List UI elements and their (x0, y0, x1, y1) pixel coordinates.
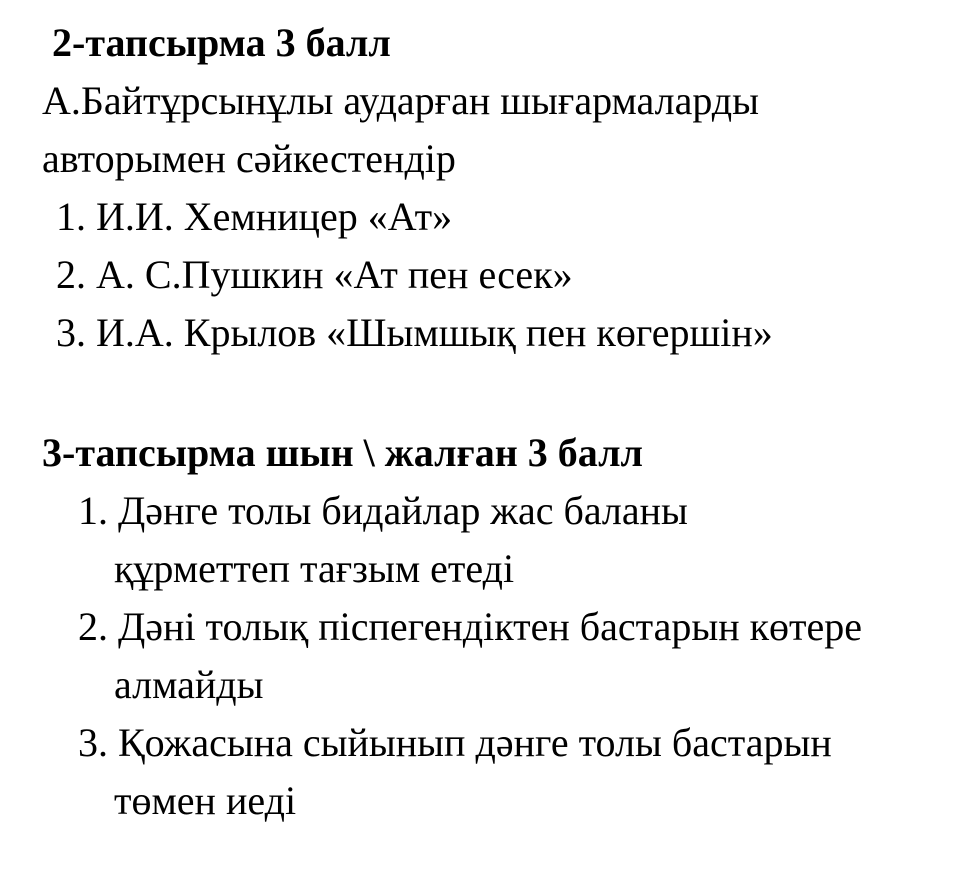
task2-intro-line-2: авторымен сәйкестендір (42, 136, 456, 181)
task3-item-3-line-1: 3. Қожасына сыйынып дәнге толы бастарын (78, 720, 832, 765)
task3-heading: 3-тапсырма шын \ жалған 3 балл (42, 430, 643, 475)
task2-intro-line-1: А.Байтұрсынұлы аударған шығармаларды (42, 78, 760, 123)
task2-item-1: 1. И.И. Хемницер «Ат» (56, 194, 453, 239)
task2-item-2: 2. А. С.Пушкин «Ат пен есек» (56, 252, 573, 297)
task3-item-3-line-2: төмен иеді (114, 778, 297, 823)
task3-item-1-line-1: 1. Дәнге толы бидайлар жас баланы (78, 488, 688, 533)
task3-item-2-line-2: алмайды (114, 662, 264, 707)
task3-item-2-line-1: 2. Дәні толық піспегендіктен бастарын көтере (78, 604, 863, 649)
task2-item-3: 3. И.А. Крылов «Шымшық пен көгершін» (56, 310, 773, 355)
task3-item-1-line-2: құрметтеп тағзым етеді (114, 546, 515, 591)
task2-heading: 2-тапсырма 3 балл (52, 20, 391, 65)
